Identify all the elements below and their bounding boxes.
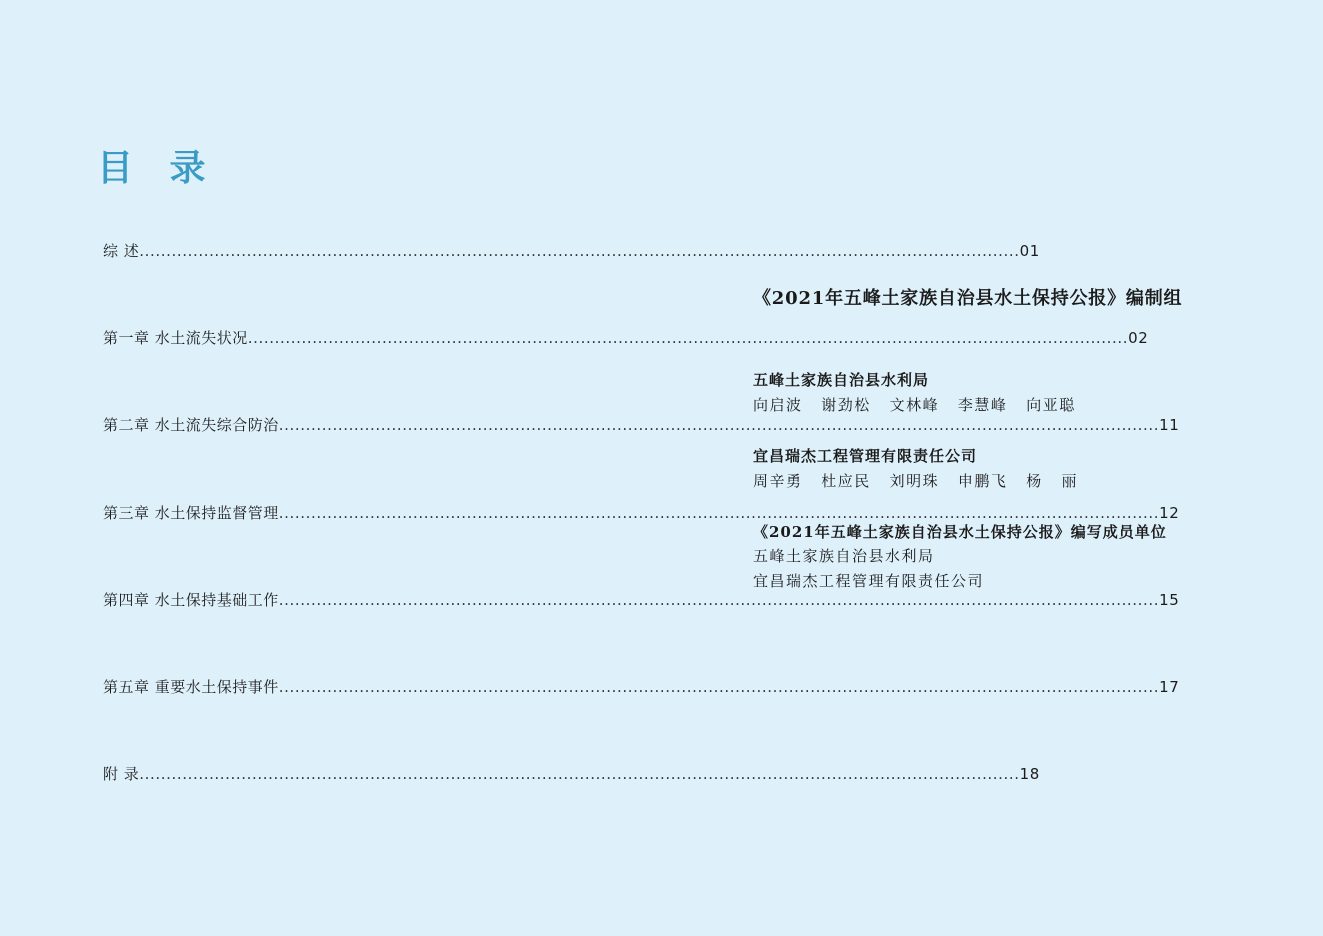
member-units-title: 《2021年五峰土家族自治县水土保持公报》编写成员单位 (753, 523, 1167, 541)
toc-entry-label: 附 录 (103, 765, 140, 784)
toc-entry-chapter-4[interactable] (103, 587, 1180, 674)
toc-entry-appendix[interactable] (103, 761, 1040, 848)
member-unit: 宜昌瑞杰工程管理有限责任公司 (753, 572, 985, 590)
toc-page-number: 17 (1159, 677, 1180, 696)
org-block-water-bureau (753, 368, 1273, 418)
org-block-engineering-company (753, 444, 1273, 494)
toc-page-number: 01 (1019, 242, 1040, 260)
toc-entry-label: 第四章 水土保持基础工作 (103, 590, 279, 609)
toc-entry-chapter-5[interactable] (103, 674, 1180, 761)
member-units-block (753, 520, 1273, 594)
org-name: 宜昌瑞杰工程管理有限责任公司 (753, 447, 978, 465)
toc-page-number: 02 (1128, 329, 1149, 348)
toc-leader-dots: .................................................................................................................................................................... (278, 677, 1160, 696)
toc-entry-label: 第五章 重要水土保持事件 (103, 677, 279, 696)
toc-page-number: 18 (1019, 765, 1040, 784)
editorial-team-title: 《2021年五峰土家族自治县水土保持公报》编制组 (753, 288, 1183, 309)
member-list: 周辛勇 杜应民 刘明珠 申鹏飞 杨 丽 (753, 472, 1079, 490)
org-name: 五峰土家族自治县水利局 (753, 371, 930, 389)
toc-entry-label: 第三章 水土保持监督管理 (103, 503, 279, 522)
toc-leader-dots: .................................................................................................................................................................... (247, 329, 1129, 348)
toc-entry-label: 综 述 (103, 242, 140, 260)
toc-entry-label: 第二章 水土流失综合防治 (103, 416, 279, 435)
toc-leader-dots: .................................................................................................................................................................... (278, 590, 1160, 609)
toc-leader-dots: .................................................................................................................................................................... (139, 242, 1020, 260)
toc-leader-dots: .................................................................................................................................................................... (278, 503, 1160, 522)
toc-page-number: 11 (1159, 416, 1180, 435)
editorial-team-section (753, 284, 1273, 594)
member-list: 向启波 谢劲松 文林峰 李慧峰 向亚聪 (753, 396, 1076, 414)
toc-page-number: 15 (1159, 590, 1180, 609)
member-unit: 五峰土家族自治县水利局 (753, 547, 935, 565)
toc-entry-label: 第一章 水土流失状况 (103, 329, 248, 348)
toc-leader-dots: .................................................................................................................................................................... (139, 765, 1020, 784)
toc-leader-dots: .................................................................................................................................................................... (278, 416, 1160, 435)
toc-heading: 目 录 (97, 148, 218, 189)
toc-page-number: 12 (1159, 503, 1180, 522)
